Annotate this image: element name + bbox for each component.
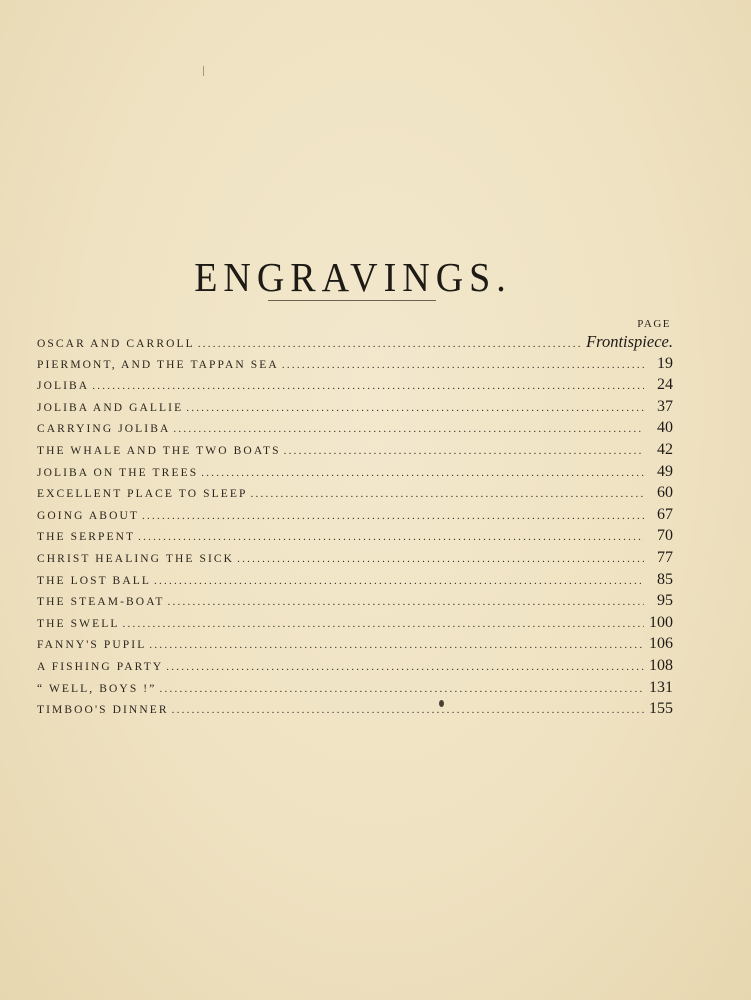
dot-leader bbox=[282, 355, 644, 377]
dot-leader bbox=[201, 463, 644, 485]
list-item bbox=[37, 331, 673, 353]
entry-title: JOLIBA bbox=[37, 380, 90, 393]
dot-leader bbox=[284, 441, 644, 463]
entry-title: EXCELLENT PLACE TO SLEEP bbox=[37, 488, 248, 501]
paper-mark bbox=[203, 66, 204, 76]
entry-title: THE STEAM-BOAT bbox=[37, 596, 165, 609]
entry-page: 131 bbox=[649, 678, 673, 696]
list-item bbox=[37, 417, 673, 439]
entry-page: 70 bbox=[657, 527, 673, 545]
engravings-list bbox=[37, 331, 673, 720]
dot-leader bbox=[149, 635, 644, 657]
entry-page: 49 bbox=[657, 462, 673, 480]
list-item bbox=[37, 396, 673, 418]
dot-leader bbox=[173, 419, 644, 441]
dot-leader bbox=[167, 592, 644, 614]
entry-page: 67 bbox=[657, 505, 673, 523]
entry-page: 19 bbox=[657, 354, 673, 372]
entry-title: FANNY'S PUPIL bbox=[37, 639, 147, 652]
entry-page: 42 bbox=[657, 440, 673, 458]
dot-leader bbox=[186, 398, 644, 420]
entry-title: CARRYING JOLIBA bbox=[37, 423, 171, 436]
title-divider bbox=[268, 300, 436, 301]
ink-speck bbox=[439, 700, 444, 707]
dot-leader bbox=[166, 657, 644, 679]
entry-title: CHRIST HEALING THE SICK bbox=[37, 552, 235, 565]
list-item bbox=[37, 655, 673, 677]
entry-page: 108 bbox=[649, 656, 673, 674]
entry-page: 85 bbox=[657, 570, 673, 588]
entry-title: PIERMONT, AND THE TAPPAN SEA bbox=[37, 358, 279, 371]
page-title: ENGRAVINGS. bbox=[194, 255, 512, 302]
entry-page: 155 bbox=[649, 700, 673, 718]
list-item bbox=[37, 482, 673, 504]
entry-title: THE SERPENT bbox=[37, 531, 136, 544]
entry-title: A FISHING PARTY bbox=[37, 660, 164, 673]
entry-page: Frontispiece. bbox=[586, 332, 673, 351]
entry-title: JOLIBA AND GALLIE bbox=[37, 401, 184, 414]
entry-title: OSCAR AND CARROLL bbox=[37, 338, 195, 350]
entry-page: 40 bbox=[657, 419, 673, 437]
list-item bbox=[37, 353, 673, 375]
entry-page: 37 bbox=[657, 397, 673, 415]
list-item bbox=[37, 461, 673, 483]
dot-leader bbox=[92, 376, 644, 398]
entry-title: TIMBOO'S DINNER bbox=[37, 704, 169, 717]
entry-title: GOING ABOUT bbox=[37, 509, 139, 522]
list-item bbox=[37, 612, 673, 634]
dot-leader bbox=[122, 614, 644, 636]
dot-leader bbox=[250, 484, 644, 506]
dot-leader bbox=[237, 549, 644, 571]
entry-title: THE WHALE AND THE TWO BOATS bbox=[37, 444, 281, 457]
dot-leader bbox=[154, 571, 644, 593]
entry-page: 100 bbox=[649, 613, 673, 631]
entry-page: 24 bbox=[657, 376, 673, 394]
dot-leader bbox=[142, 506, 644, 528]
entry-title: THE LOST BALL bbox=[37, 574, 151, 587]
list-item bbox=[37, 439, 673, 461]
list-item bbox=[37, 569, 673, 591]
list-item bbox=[37, 547, 673, 569]
entry-title: THE SWELL bbox=[37, 617, 120, 630]
page-column-label: PAGE bbox=[637, 318, 671, 330]
list-item bbox=[37, 698, 673, 720]
list-item bbox=[37, 374, 673, 396]
entry-page: 95 bbox=[657, 592, 673, 610]
list-item bbox=[37, 504, 673, 526]
list-item bbox=[37, 590, 673, 612]
entry-page: 60 bbox=[657, 484, 673, 502]
show-through-text bbox=[198, 178, 538, 205]
list-item bbox=[37, 677, 673, 699]
entry-title: JOLIBA ON THE TREES bbox=[37, 466, 199, 479]
dot-leader bbox=[159, 679, 644, 701]
dot-leader bbox=[198, 334, 583, 356]
entry-page: 77 bbox=[657, 548, 673, 566]
dot-leader bbox=[172, 700, 644, 722]
list-item bbox=[37, 525, 673, 547]
dot-leader bbox=[138, 527, 644, 549]
list-item bbox=[37, 633, 673, 655]
entry-title: “ WELL, BOYS !” bbox=[37, 682, 157, 695]
entry-page: 106 bbox=[649, 635, 673, 653]
